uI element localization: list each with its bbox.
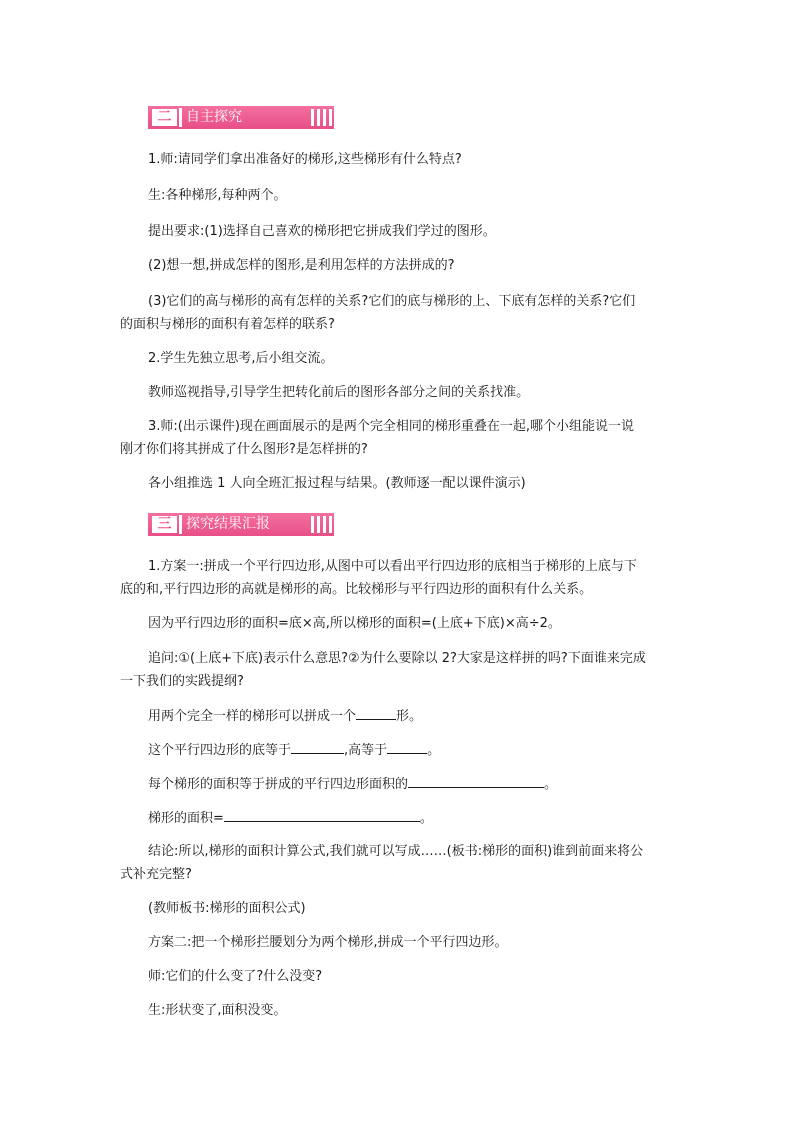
section-banner-3 bbox=[148, 513, 334, 536]
paragraph: 结论:所以,梯形的面积计算公式,我们就可以写成……(板书:梯形的面积)谁到前面来将公 bbox=[148, 844, 644, 859]
paragraph: 师:它们的什么变了?什么没变? bbox=[148, 969, 323, 984]
blank-field[interactable] bbox=[387, 741, 427, 754]
paragraph: 生:各种梯形,每种两个。 bbox=[148, 188, 287, 203]
blank-field[interactable] bbox=[224, 809, 420, 822]
paragraph: 提出要求:(1)选择自己喜欢的梯形把它拼成我们学过的图形。 bbox=[148, 224, 496, 239]
fill-in-line-1 bbox=[148, 707, 422, 725]
paragraph: 方案二:把一个梯形拦腰划分为两个梯形,拼成一个平行四边形。 bbox=[148, 935, 508, 950]
section-number: 二 bbox=[152, 109, 177, 126]
fill-in-line-4 bbox=[148, 809, 433, 827]
section-title: 探究结果汇报 bbox=[186, 516, 270, 532]
paragraph: 刚才你们将其拼成了什么图形?是怎样拼的? bbox=[120, 442, 368, 457]
paragraph: 式补充完整? bbox=[120, 867, 192, 882]
paragraph: 3.师:(出示课件)现在画面展示的是两个完全相同的梯形重叠在一起,哪个小组能说一说 bbox=[148, 419, 635, 434]
fill-text: 每个梯形的面积等于拼成的平行四边形面积的 bbox=[148, 777, 409, 792]
fill-text: 。 bbox=[419, 811, 433, 826]
fill-text: ,高等于 bbox=[344, 743, 388, 758]
blank-field[interactable] bbox=[356, 707, 396, 720]
paragraph: 1.方案一:拼成一个平行四边形,从图中可以看出平行四边形的底相当于梯形的上底与下 bbox=[148, 559, 637, 574]
section-number: 三 bbox=[152, 516, 177, 533]
fill-text: 用两个完全一样的梯形可以拼成一个 bbox=[148, 709, 357, 724]
section-banner-2 bbox=[148, 106, 334, 129]
fill-in-line-2 bbox=[148, 741, 440, 759]
paragraph: (2)想一想,拼成怎样的图形,是利用怎样的方法拼成的? bbox=[148, 258, 455, 273]
fill-text: 。 bbox=[427, 743, 441, 758]
paragraph: 追问:①(上底+下底)表示什么意思?②为什么要除以 2?大家是这样拼的吗?下面谁来完成 bbox=[148, 651, 646, 666]
paragraph: 教师巡视指导,引导学生把转化前后的图形各部分之间的关系找准。 bbox=[148, 385, 530, 400]
paragraph: 各小组推选 1 人向全班汇报过程与结果。(教师逐一配以课件演示) bbox=[148, 476, 526, 491]
fill-text: 。 bbox=[544, 777, 558, 792]
banner-stripes bbox=[311, 109, 332, 126]
paragraph: (教师板书:梯形的面积公式) bbox=[148, 901, 306, 916]
paragraph: (3)它们的高与梯形的高有怎样的关系?它们的底与梯形的上、下底有怎样的关系?它们 bbox=[148, 294, 636, 309]
fill-in-line-3 bbox=[148, 775, 557, 793]
blank-field[interactable] bbox=[291, 741, 344, 754]
paragraph: 底的和,平行四边形的高就是梯形的高。比较梯形与平行四边形的面积有什么关系。 bbox=[120, 582, 593, 597]
section-title: 自主探究 bbox=[186, 109, 242, 125]
paragraph: 2.学生先独立思考,后小组交流。 bbox=[148, 351, 334, 366]
banner-stripes bbox=[311, 516, 332, 533]
fill-text: 梯形的面积= bbox=[148, 811, 224, 826]
fill-text: 这个平行四边形的底等于 bbox=[148, 743, 292, 758]
paragraph: 因为平行四边形的面积=底×高,所以梯形的面积=(上底+下底)×高÷2。 bbox=[148, 616, 561, 631]
paragraph: 一下我们的实践提纲? bbox=[120, 674, 244, 689]
paragraph: 的面积与梯形的面积有着怎样的联系? bbox=[120, 317, 335, 332]
blank-field[interactable] bbox=[408, 775, 544, 788]
fill-text: 形。 bbox=[396, 709, 423, 724]
paragraph: 生:形状变了,面积没变。 bbox=[148, 1003, 287, 1018]
paragraph: 1.师:请同学们拿出准备好的梯形,这些梯形有什么特点? bbox=[148, 152, 462, 167]
